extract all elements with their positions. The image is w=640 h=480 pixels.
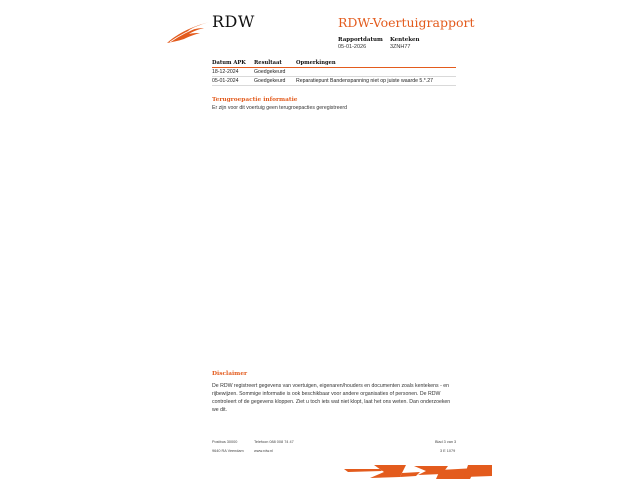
footer-phone: Telefoon 088 008 74 47	[254, 440, 294, 444]
column-header-remarks: Opmerkingen	[296, 60, 336, 66]
apk-result: Goedgekeurd	[254, 78, 286, 84]
apk-table	[212, 59, 456, 86]
apk-remark: Reparatiepunt Bandenspanning niet op juiste waarde 5.*.27	[296, 78, 433, 84]
apk-date: 18-12-2024	[212, 69, 239, 75]
table-row	[212, 68, 456, 77]
footer-postbox: Postbus 30000	[212, 440, 238, 444]
plate-label: Kenteken	[390, 37, 420, 43]
report-title: RDW-Voertuigrapport	[338, 15, 475, 30]
apk-date: 05-01-2024	[212, 78, 239, 84]
disclaimer-title: Disclaimer	[212, 371, 248, 377]
footer-city: 9640 RA Veendam	[212, 449, 244, 453]
footer-web[interactable]: www.rdw.nl	[254, 449, 273, 453]
rdw-logo-icon	[166, 20, 210, 44]
recalls-text: Er zijn voor dit voertuig geen terugroepacties geregistreerd	[212, 105, 347, 111]
apk-result: Goedgekeurd	[254, 69, 286, 75]
disclaimer-text: De RDW registreert gegevens van voertuigen, eigenaren/houders en documenten zoals kentekens - en rijbewijzen. Sommige informatie is ook beschikbaar voor andere organisaties of personen. De RDW controleert of de gegevens kloppen. Ziet u toch iets wat niet klopt, laat het ons weten. Dan onderzoeken we dit.	[212, 383, 451, 413]
apk-table-header	[212, 59, 456, 68]
column-header-date: Datum APK	[212, 60, 246, 66]
footer-page-number: Blad 3 van 3	[435, 440, 457, 444]
report-date: 05-01-2026	[338, 44, 367, 50]
report-date-label: Rapportdatum	[338, 37, 383, 43]
plate-value: 3ZNH77	[390, 44, 411, 50]
footer-code: 3 E 1079	[440, 449, 456, 453]
brand-name: RDW	[212, 12, 255, 31]
recalls-title: Terugroepactie informatie	[212, 97, 298, 103]
rdw-brand-stripes-icon	[344, 464, 492, 480]
table-row	[212, 77, 456, 86]
column-header-result: Resultaat	[254, 60, 282, 66]
